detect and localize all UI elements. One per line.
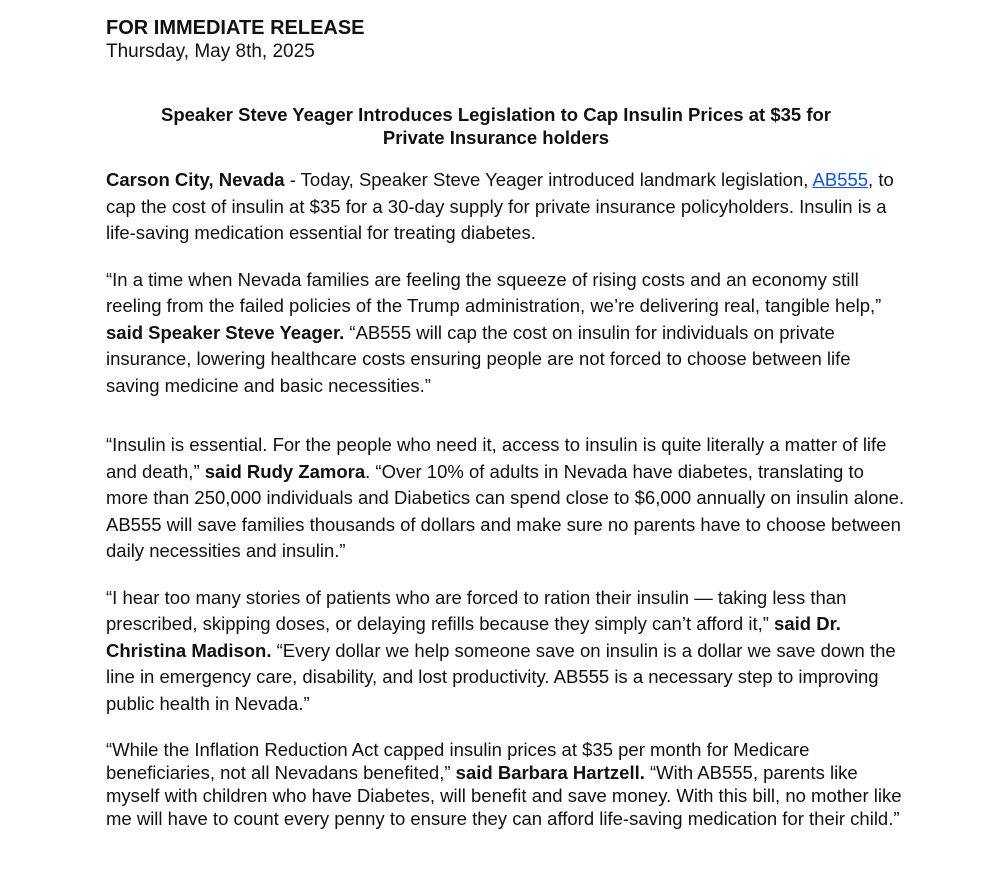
ab555-link[interactable]: AB555 — [812, 169, 869, 190]
dateline-location: Carson City, Nevada — [106, 169, 285, 190]
hartzell-attribution: said Barbara Hartzell. — [455, 762, 645, 783]
madison-attribution: said Dr. Christina Madison. — [106, 613, 841, 661]
headline-line-2: Private Insurance holders — [382, 126, 610, 148]
yeager-attribution: said Speaker Steve Yeager. — [106, 321, 345, 343]
madison-quote-a: “I hear too many stories of patients who are forced to ration their insulin — taking less than prescribed, skipping doses, or delaying refills because they simply can’t afford it,” — [106, 586, 847, 634]
intro-paragraph — [106, 167, 906, 247]
hartzell-quote-b: “With AB555, parents like myself with children who have Diabetes, will benefit and save money. With this bill, no mother like me will have to count every penny to ensure they can afford life-saving medication for their child.” — [106, 762, 902, 829]
madison-quote-paragraph — [106, 585, 906, 718]
intro-lead: - Today, Speaker Steve Yeager introduced landmark legislation, — [284, 169, 813, 190]
release-label: FOR IMMEDIATE RELEASE — [106, 17, 365, 39]
zamora-attribution: said Rudy Zamora — [204, 460, 366, 482]
yeager-quote-a: “In a time when Nevada families are feeling the squeeze of rising costs and an economy still reeling from the failed policies of the Trump administration, we’re delivering real, tangible help,” — [106, 268, 882, 316]
zamora-quote-a: “Insulin is essential. For the people who need it, access to insulin is quite literally a matter of life and death,” — [106, 434, 887, 482]
press-release — [106, 16, 906, 830]
zamora-quote-b: . “Over 10% of adults in Nevada have diabetes, translating to more than 250,000 individuals and Diabetics can spend close to $6,000 annually on insulin alone. AB555 will save families thousands of dollars and make sure no parents have to choose between daily necessities and insulin.” — [106, 460, 905, 561]
headline — [106, 104, 906, 149]
yeager-quote-paragraph — [106, 267, 906, 400]
yeager-quote-b: “AB555 will cap the cost on insulin for individuals on private insurance, lowering healthcare costs ensuring people are not forced to choose between life saving medicine and basic necessities.” — [106, 321, 851, 396]
madison-quote-b: “Every dollar we help someone save on insulin is a dollar we save down the line in emergency care, disability, and lost productivity. AB555 is a necessary step to improving public health in Nevada.” — [106, 639, 896, 714]
intro-tail: , to cap the cost of insulin at $35 for a 30-day supply for private insurance policyholders. Insulin is a life-saving medication essential for treating diabetes. — [106, 169, 894, 243]
zamora-quote-paragraph — [106, 432, 906, 565]
headline-line-1: Speaker Steve Yeager Introduces Legislation to Cap Insulin Prices at $35 for — [160, 104, 831, 125]
release-date: Thursday, May 8th, 2025 — [106, 41, 315, 62]
hartzell-quote-a: “While the Inflation Reduction Act capped insulin prices at $35 per month for Medicare beneficiaries, not all Nevadans benefited,” — [106, 739, 810, 783]
hartzell-quote-paragraph — [106, 738, 906, 830]
